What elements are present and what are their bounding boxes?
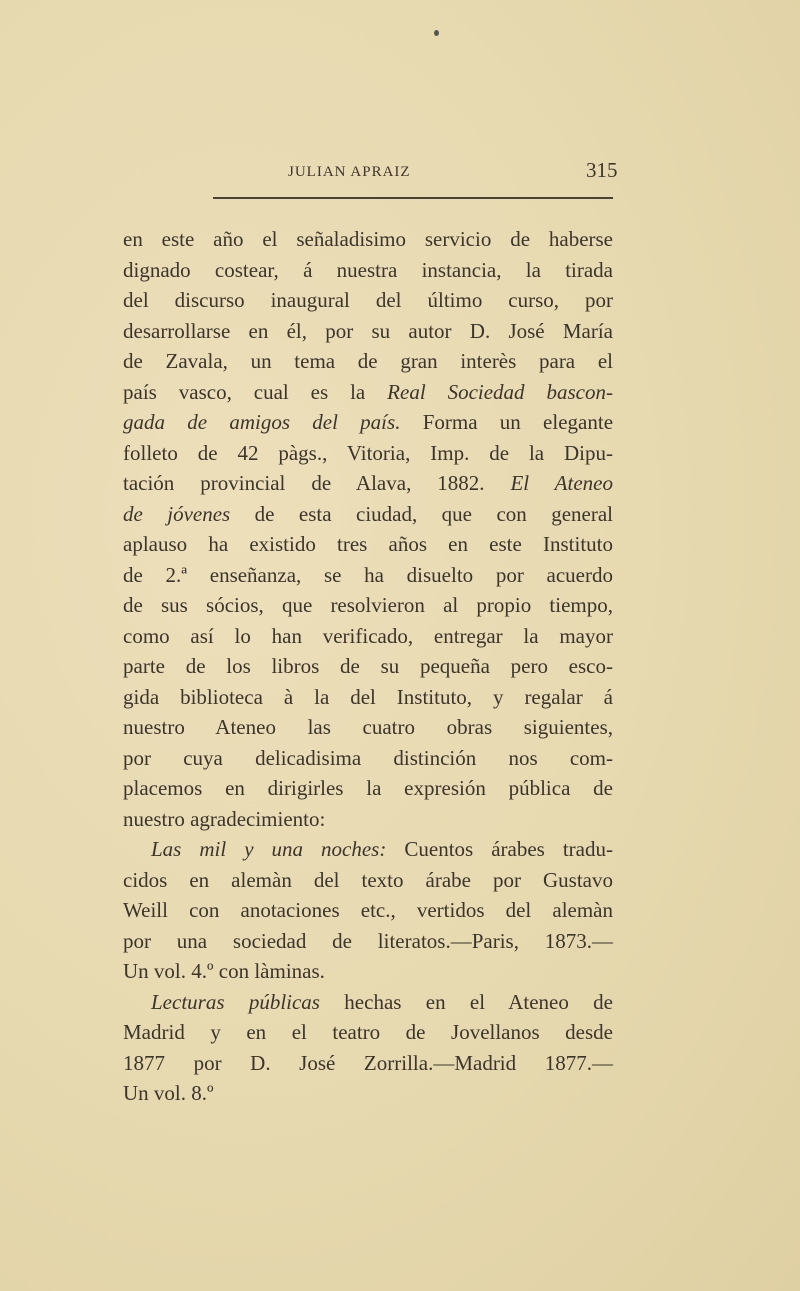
- italic-title: Lecturas públicas: [151, 989, 320, 1014]
- text-segment: Madrid y en el teatro de Jovellanos desde: [123, 1020, 613, 1044]
- text-line: [123, 1048, 613, 1079]
- text-line: [123, 987, 613, 1018]
- text-segment: Forma un elegante: [400, 410, 614, 434]
- text-segment: nuestro agradecimiento:: [123, 806, 326, 831]
- italic-title: gada de amigos del país.: [123, 410, 401, 434]
- text-segment: cidos en alemàn del texto árabe por Gustavo: [123, 867, 613, 892]
- ink-speck: [434, 30, 439, 36]
- text-segment: hechas en el Ateneo de: [319, 989, 613, 1014]
- text-line: [123, 1078, 613, 1109]
- text-segment: como así lo han verificado, entregar la mayor: [123, 623, 613, 648]
- text-line: [123, 590, 613, 621]
- text-line: [123, 377, 613, 408]
- text-segment: Un vol. 8.º: [123, 1081, 214, 1105]
- text-line: [123, 560, 613, 591]
- text-segment: por cuya delicadisima distinción nos com-: [123, 745, 613, 770]
- text-line: [123, 1017, 613, 1048]
- text-line: [123, 773, 613, 804]
- italic-title: de jóvenes: [123, 501, 231, 526]
- italic-title: El Ateneo: [510, 471, 613, 495]
- text-segment: placemos en dirigirles la expresión pública de: [123, 776, 613, 800]
- text-segment: de esta ciudad, que con general: [230, 501, 613, 526]
- italic-title: Real Sociedad bascon-: [387, 379, 613, 404]
- running-title: JULIAN APRAIZ: [288, 164, 411, 180]
- text-line: [123, 529, 613, 560]
- text-line: [123, 743, 613, 774]
- text-line: [123, 255, 613, 286]
- text-line: [123, 834, 613, 865]
- text-segment: 1877 por D. José Zorrilla.—Madrid 1877.—: [123, 1050, 613, 1075]
- text-segment: del discurso inaugural del último curso, por: [123, 288, 613, 312]
- text-line: [123, 804, 613, 835]
- text-line: [123, 621, 613, 652]
- text-segment: dignado costear, á nuestra instancia, la tirada: [123, 257, 613, 282]
- text-segment: Weill con anotaciones etc., vertidos del alemàn: [123, 898, 613, 922]
- text-line: [123, 468, 613, 499]
- text-segment: parte de los libros de su pequeña pero esco-: [123, 654, 613, 678]
- text-line: [123, 499, 613, 530]
- text-segment: gida biblioteca à la del Instituto, y regalar á: [123, 684, 613, 709]
- text-segment: Cuentos árabes tradu-: [386, 837, 613, 861]
- text-line: [123, 407, 613, 438]
- text-segment: nuestro Ateneo las cuatro obras siguientes,: [123, 715, 613, 739]
- text-segment: de 2.ª enseñanza, se ha disuelto por acuerdo: [123, 562, 613, 587]
- text-line: [123, 712, 613, 743]
- text-line: [123, 956, 613, 987]
- text-segment: aplauso ha existido tres años en este Instituto: [123, 532, 613, 556]
- text-line: [123, 865, 613, 896]
- text-line: [123, 285, 613, 316]
- text-segment: Un vol. 4.º con làminas.: [123, 959, 325, 983]
- text-segment: por una sociedad de literatos.—Paris, 1873.—: [123, 928, 613, 953]
- italic-title: Las mil y una noches:: [151, 837, 387, 861]
- text-segment: país vasco, cual es la: [123, 379, 388, 404]
- text-line: [123, 895, 613, 926]
- text-line: [123, 346, 613, 377]
- text-line: [123, 926, 613, 957]
- text-line: [123, 316, 613, 347]
- body-text: [123, 224, 613, 1109]
- text-segment: de Zavala, un tema de gran interès para el: [123, 349, 613, 373]
- text-segment: desarrollarse en él, por su autor D. José María: [123, 318, 613, 343]
- header-rule: [213, 197, 613, 199]
- page-number: 315: [586, 158, 618, 182]
- text-line: [123, 651, 613, 682]
- text-segment: de sus sócios, que resolvieron al propio tiempo,: [123, 593, 613, 617]
- text-line: [123, 438, 613, 469]
- text-line: [123, 682, 613, 713]
- text-segment: en este año el señaladisimo servicio de haberse: [123, 227, 613, 251]
- text-line: [123, 224, 613, 255]
- text-segment: tación provincial de Alava, 1882.: [123, 471, 511, 495]
- text-segment: folleto de 42 pàgs., Vitoria, Imp. de la Dipu-: [123, 440, 613, 465]
